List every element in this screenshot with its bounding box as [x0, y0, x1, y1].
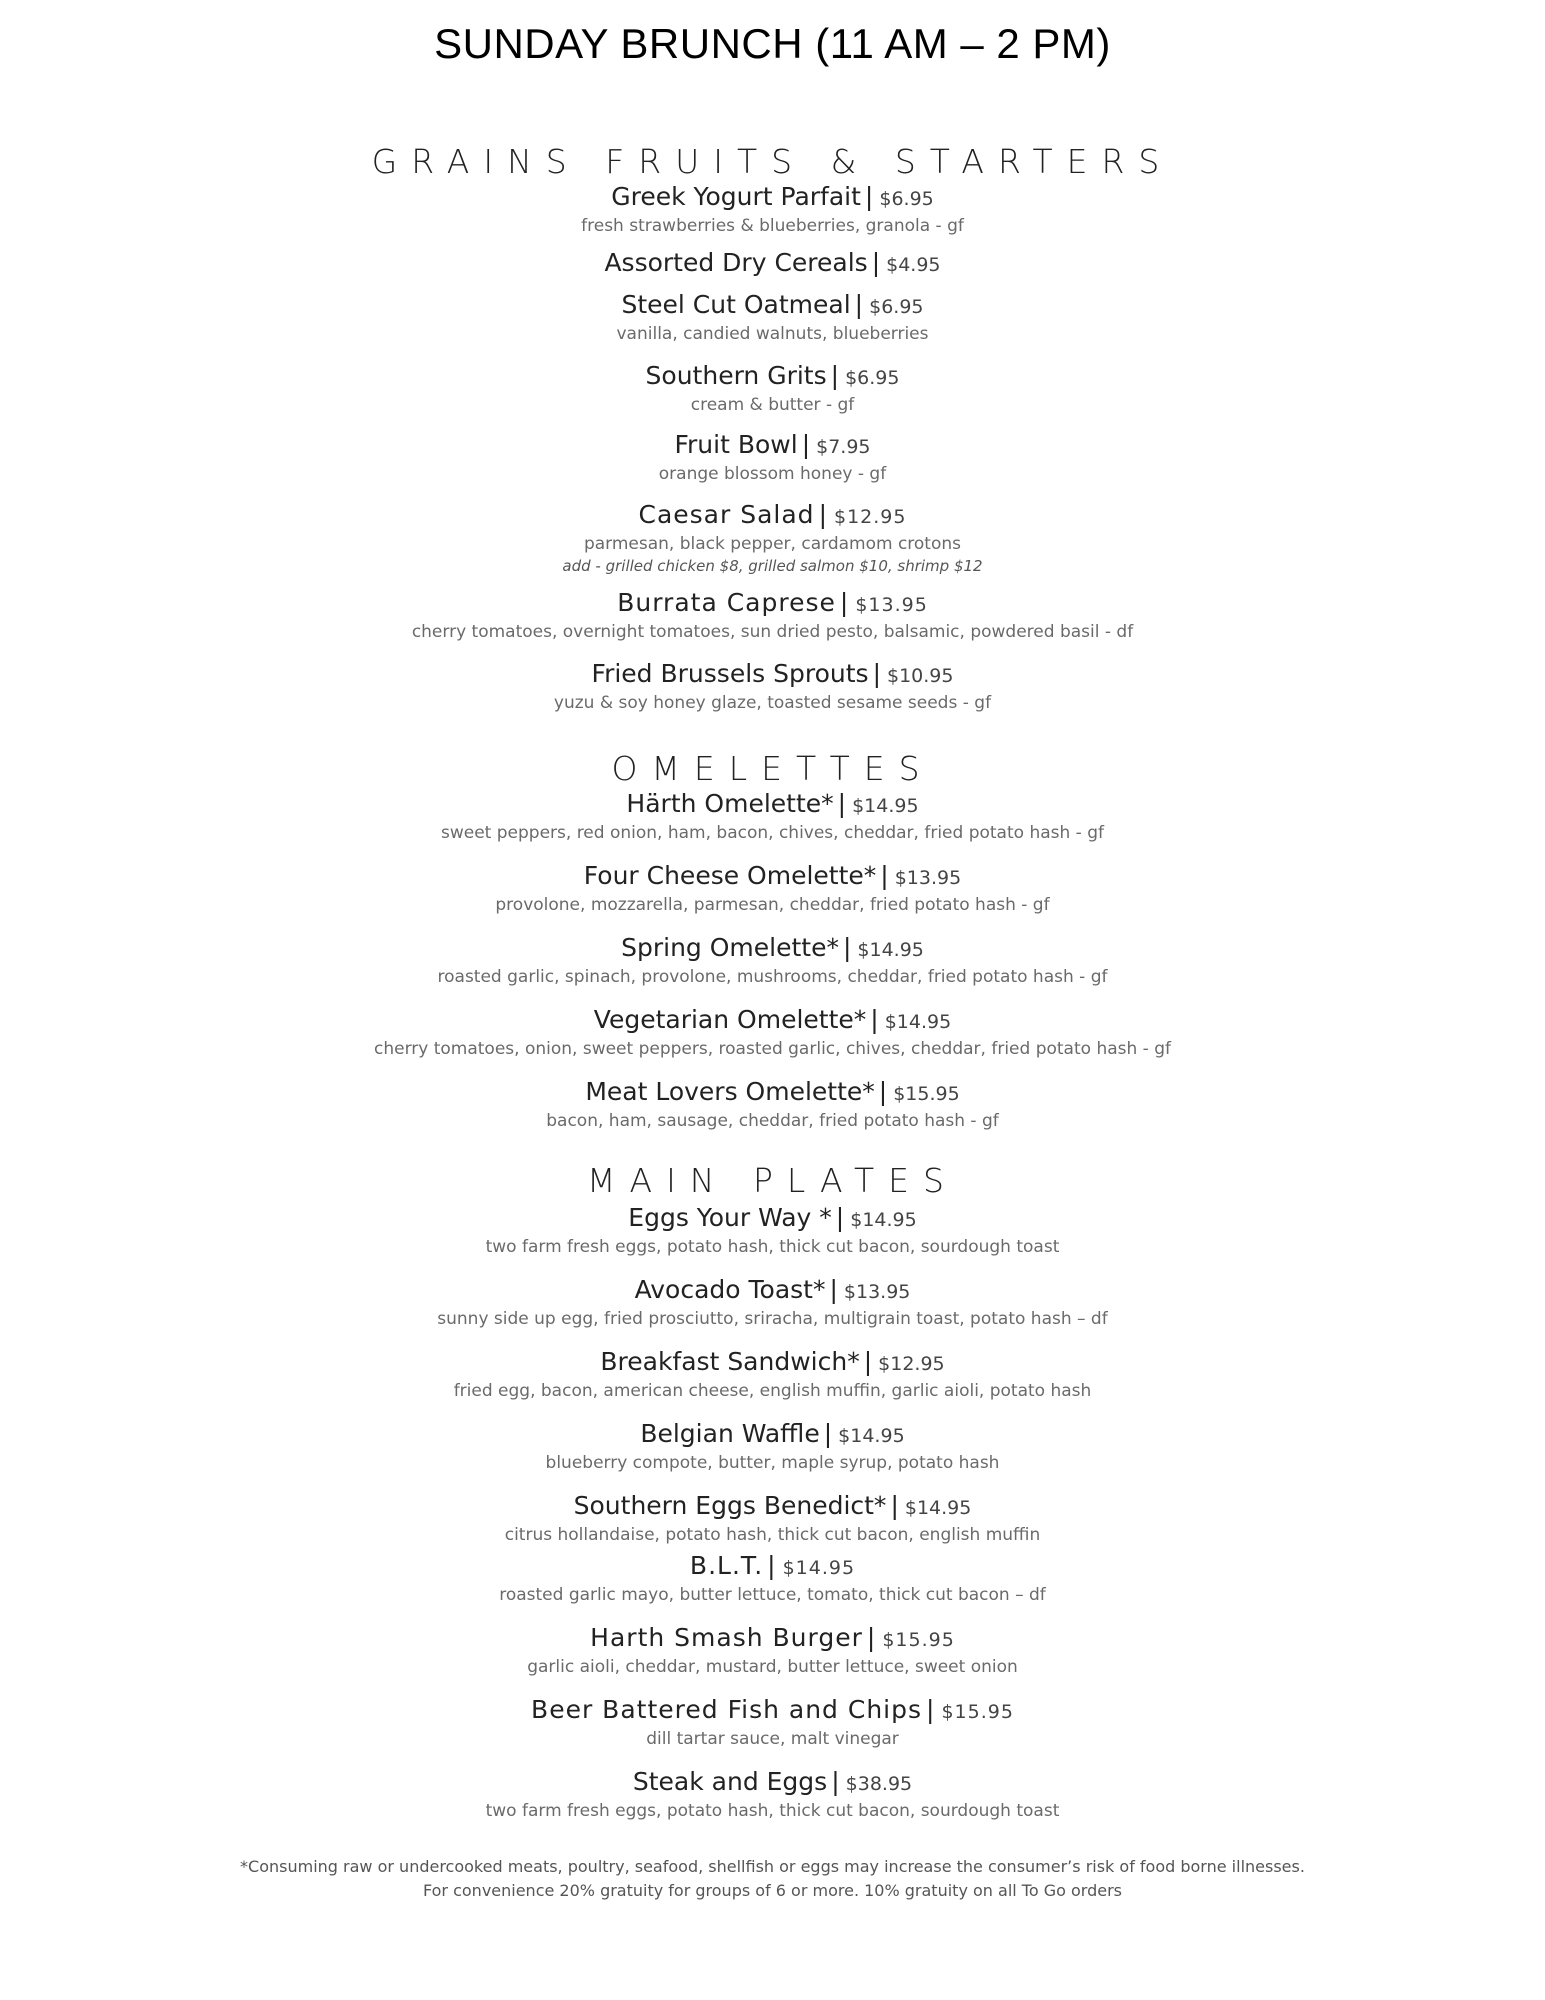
item-heading: [0, 1203, 1545, 1235]
item-heading: [0, 1005, 1545, 1037]
item-description: orange blossom honey - gf: [658, 464, 887, 484]
item-heading: [0, 1767, 1545, 1799]
item-name: Southern Eggs Benedict*: [573, 1491, 887, 1520]
item-separator: |: [864, 182, 874, 211]
item-description: dill tartar sauce, malt vinegar: [646, 1729, 899, 1749]
section-main-plates: [0, 1133, 1545, 1823]
menu-item: [0, 1203, 1545, 1259]
item-separator: |: [871, 248, 881, 277]
item-name: Eggs Your Way *: [628, 1203, 832, 1232]
item-price: $4.95: [886, 254, 941, 276]
menu-item: [0, 1077, 1545, 1133]
item-heading: [0, 1419, 1545, 1451]
menu-item: [0, 588, 1545, 644]
item-heading: [0, 659, 1545, 691]
item-description: fried egg, bacon, american cheese, english muffin, garlic aioli, potato hash: [453, 1381, 1092, 1401]
item-heading: [0, 1077, 1545, 1109]
item-price: $38.95: [845, 1773, 913, 1795]
item-separator: |: [854, 290, 864, 319]
item-description: parmesan, black pepper, cardamom crotons: [583, 534, 962, 554]
item-heading: [0, 500, 1545, 532]
item-description: garlic aioli, cheddar, mustard, butter lettuce, sweet onion: [527, 1657, 1018, 1677]
menu-item: [0, 1005, 1545, 1061]
menu-item: [0, 248, 1545, 280]
item-separator: |: [926, 1695, 936, 1724]
footnote: [0, 1855, 1545, 1903]
menu-item: [0, 1491, 1545, 1547]
menu-item: [0, 290, 1545, 346]
item-price: $15.95: [882, 1629, 955, 1651]
item-price: $14.95: [852, 795, 919, 817]
item-description: citrus hollandaise, potato hash, thick cut bacon, english muffin: [504, 1525, 1041, 1545]
item-name: Greek Yogurt Parfait: [611, 182, 861, 211]
item-description: two farm fresh eggs, potato hash, thick cut bacon, sourdough toast: [485, 1801, 1060, 1821]
item-description: cherry tomatoes, onion, sweet peppers, roasted garlic, chives, cheddar, fried potato hash - gf: [374, 1039, 1171, 1059]
item-description: roasted garlic, spinach, provolone, mushrooms, cheddar, fried potato hash - gf: [437, 967, 1108, 987]
item-name: B.L.T.: [689, 1551, 764, 1580]
item-price: $10.95: [887, 665, 954, 687]
item-name: Caesar Salad: [638, 500, 815, 529]
item-name: Southern Grits: [645, 361, 827, 390]
item-heading: [0, 861, 1545, 893]
menu-item: [0, 500, 1545, 576]
item-price: $13.95: [855, 594, 928, 616]
item-separator: |: [818, 500, 828, 529]
section-omelettes: [0, 715, 1545, 1133]
item-separator: |: [831, 1767, 840, 1796]
item-heading: [0, 290, 1545, 322]
item-separator: |: [830, 361, 840, 390]
menu-item: [0, 1623, 1545, 1679]
item-separator: |: [767, 1551, 777, 1580]
item-name: Assorted Dry Cereals: [604, 248, 868, 277]
item-price: $6.95: [879, 188, 934, 210]
section-title: GRAINS FRUITS & STARTERS: [371, 142, 1174, 181]
menu-item: [0, 861, 1545, 917]
item-name: Belgian Waffle: [640, 1419, 820, 1448]
menu-item: [0, 361, 1545, 417]
item-add-on-note: add - grilled chicken $8, grilled salmon $10, shrimp $12: [562, 557, 983, 575]
item-price: $6.95: [869, 296, 924, 318]
item-price: $15.95: [941, 1701, 1014, 1723]
item-name: Fried Brussels Sprouts: [591, 659, 869, 688]
item-separator: |: [890, 1491, 899, 1520]
item-name: Burrata Caprese: [617, 588, 836, 617]
item-description: bacon, ham, sausage, cheddar, fried potato hash - gf: [546, 1111, 999, 1131]
item-name: Härth Omelette*: [626, 789, 834, 818]
menu-item: [0, 659, 1545, 715]
item-separator: |: [835, 1203, 845, 1232]
item-name: Steel Cut Oatmeal: [621, 290, 851, 319]
item-heading: [0, 1491, 1545, 1523]
page-title: SUNDAY BRUNCH (11 AM – 2 PM): [434, 20, 1111, 67]
item-name: Harth Smash Burger: [590, 1623, 863, 1652]
item-name: Breakfast Sandwich*: [600, 1347, 860, 1376]
item-description: blueberry compote, butter, maple syrup, potato hash: [545, 1453, 1000, 1473]
item-name: Meat Lovers Omelette*: [585, 1077, 875, 1106]
menu-item: [0, 1695, 1545, 1751]
menu-item: [0, 1767, 1545, 1823]
item-price: $12.95: [834, 506, 907, 528]
item-description: sunny side up egg, fried prosciutto, sriracha, multigrain toast, potato hash – df: [437, 1309, 1108, 1329]
item-price: $12.95: [878, 1353, 945, 1375]
item-name: Fruit Bowl: [674, 430, 798, 459]
item-description: yuzu & soy honey glaze, toasted sesame seeds - gf: [553, 693, 992, 713]
item-heading: [0, 933, 1545, 965]
item-price: $14.95: [850, 1209, 917, 1231]
item-name: Steak and Eggs: [632, 1767, 828, 1796]
item-price: $7.95: [816, 436, 871, 458]
item-heading: [0, 1275, 1545, 1307]
item-description: cream & butter - gf: [690, 395, 855, 415]
menu-item: [0, 933, 1545, 989]
food-safety-notice: *Consuming raw or undercooked meats, poultry, seafood, shellfish or eggs may increase the consumer’s risk of food borne illnesses.: [240, 1857, 1305, 1876]
item-separator: |: [801, 430, 811, 459]
item-separator: |: [839, 588, 850, 617]
item-separator: |: [823, 1419, 833, 1448]
item-separator: |: [878, 1077, 888, 1106]
item-description: provolone, mozzarella, parmesan, cheddar, fried potato hash - gf: [495, 895, 1050, 915]
item-separator: |: [872, 659, 881, 688]
item-heading: [0, 430, 1545, 462]
item-separator: |: [837, 789, 847, 818]
item-name: Beer Battered Fish and Chips: [531, 1695, 923, 1724]
item-heading: [0, 1347, 1545, 1379]
item-price: $14.95: [857, 939, 924, 961]
gratuity-notice: For convenience 20% gratuity for groups of 6 or more. 10% gratuity on all To Go orders: [423, 1881, 1122, 1900]
item-heading: [0, 789, 1545, 821]
item-price: $14.95: [782, 1557, 856, 1579]
item-price: $15.95: [893, 1083, 960, 1105]
item-description: sweet peppers, red onion, ham, bacon, chives, cheddar, fried potato hash - gf: [441, 823, 1104, 843]
menu-item: [0, 1275, 1545, 1331]
section-title: MAIN PLATES: [587, 1161, 958, 1200]
item-name: Four Cheese Omelette*: [583, 861, 877, 890]
item-description: two farm fresh eggs, potato hash, thick cut bacon, sourdough toast: [485, 1237, 1060, 1257]
item-price: $13.95: [843, 1281, 911, 1303]
item-separator: |: [863, 1347, 873, 1376]
item-description: cherry tomatoes, overnight tomatoes, sun dried pesto, balsamic, powdered basil - df: [411, 622, 1134, 642]
item-heading: [0, 1623, 1545, 1655]
item-separator: |: [842, 933, 852, 962]
item-heading: [0, 1551, 1545, 1583]
item-heading: [0, 361, 1545, 393]
item-heading: [0, 248, 1545, 280]
item-price: $14.95: [904, 1497, 972, 1519]
menu-item: [0, 1347, 1545, 1403]
item-name: Avocado Toast*: [634, 1275, 826, 1304]
item-separator: |: [880, 861, 889, 890]
item-description: vanilla, candied walnuts, blueberries: [616, 324, 929, 344]
item-name: Vegetarian Omelette*: [593, 1005, 867, 1034]
menu-item: [0, 789, 1545, 845]
item-description: roasted garlic mayo, butter lettuce, tomato, thick cut bacon – df: [499, 1585, 1046, 1605]
item-heading: [0, 182, 1545, 214]
item-separator: |: [870, 1005, 879, 1034]
item-description: fresh strawberries & blueberries, granola - gf: [581, 216, 964, 236]
item-price: $14.95: [884, 1011, 952, 1033]
item-heading: [0, 588, 1545, 620]
item-price: $14.95: [838, 1425, 905, 1447]
menu-item: [0, 430, 1545, 486]
item-heading: [0, 1695, 1545, 1727]
item-separator: |: [866, 1623, 877, 1652]
item-name: Spring Omelette*: [621, 933, 839, 962]
item-price: $6.95: [845, 367, 900, 389]
item-separator: |: [829, 1275, 838, 1304]
menu-item: [0, 1419, 1545, 1475]
menu-item: [0, 1551, 1545, 1607]
menu-item: [0, 182, 1545, 238]
section-title: OMELETTES: [611, 749, 934, 788]
section-grains-fruits-starters: [0, 70, 1545, 715]
item-price: $13.95: [894, 867, 962, 889]
